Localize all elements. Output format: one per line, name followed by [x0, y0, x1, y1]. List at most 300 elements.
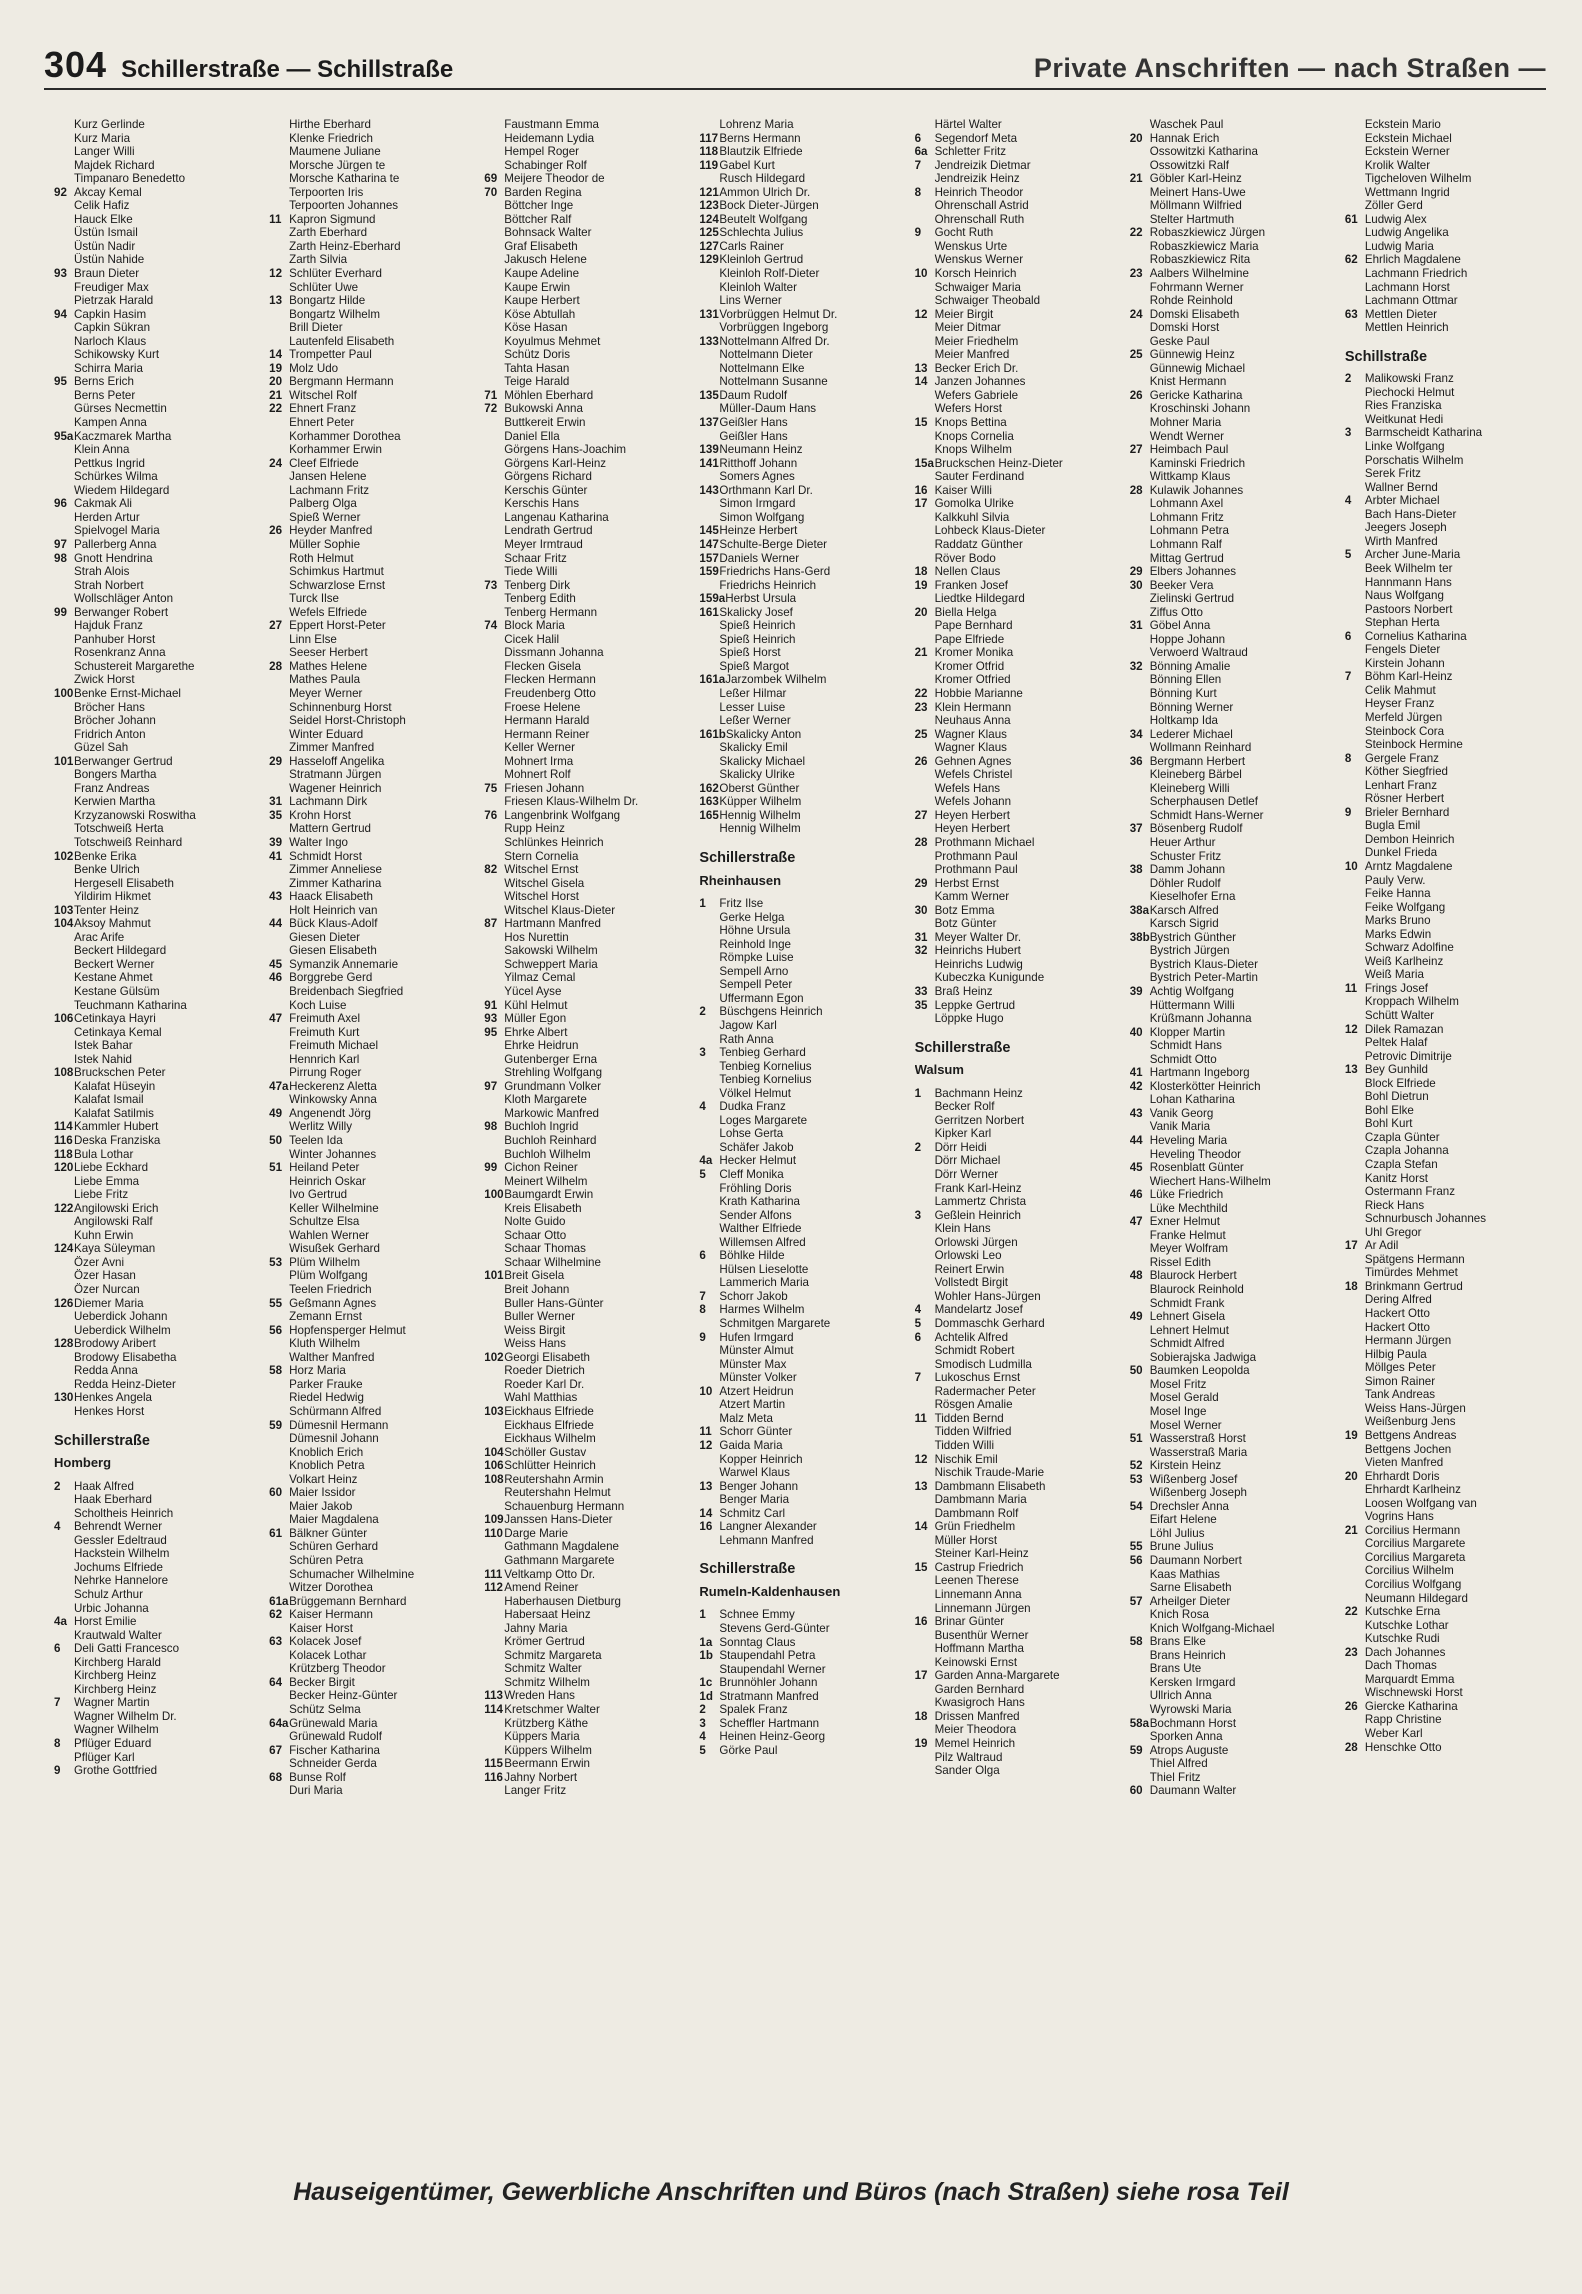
resident-name: Ehrke Heidrun — [504, 1039, 579, 1053]
directory-entry — [269, 1039, 470, 1053]
directory-entry — [1130, 1256, 1331, 1270]
directory-entry — [915, 1195, 1116, 1209]
house-number: 63 — [269, 1635, 283, 1649]
directory-entry — [1345, 308, 1546, 322]
directory-entry — [54, 1696, 255, 1710]
directory-entry — [699, 1507, 900, 1521]
directory-entry — [54, 565, 255, 579]
directory-entry — [484, 335, 685, 349]
directory-entry — [699, 768, 900, 782]
directory-entry — [1130, 1500, 1331, 1514]
house-number: 53 — [269, 1255, 283, 1269]
resident-name: Corcilius Margareta — [1364, 1550, 1466, 1564]
resident-name: Nolte Guido — [504, 1215, 566, 1229]
resident-name: Lohan Katharina — [1149, 1093, 1235, 1107]
directory-entry — [699, 538, 900, 552]
resident-name: Liebe Emma — [74, 1174, 140, 1188]
resident-name: Bröcher Johann — [74, 714, 156, 728]
house-number: 117 — [699, 131, 719, 145]
directory-entry — [484, 470, 685, 484]
directory-entry — [484, 1120, 685, 1134]
resident-name: Teige Harald — [504, 375, 570, 389]
resident-name: Nehrke Hannelore — [74, 1574, 169, 1588]
directory-entry — [1345, 765, 1546, 779]
resident-name: Kühl Helmut — [504, 998, 568, 1012]
house-number: 9 — [914, 226, 922, 240]
directory-entry — [54, 1324, 255, 1338]
house-number: 9 — [54, 1764, 61, 1778]
resident-name: Bruckschen Peter — [74, 1066, 166, 1080]
house-number: 147 — [699, 537, 719, 551]
resident-name: Kaupe Erwin — [504, 280, 571, 294]
house-number: 26 — [914, 754, 928, 768]
resident-name: Hergesell Elisabeth — [74, 876, 174, 890]
directory-entry — [699, 1222, 900, 1236]
directory-entry — [699, 714, 900, 728]
directory-entry — [915, 755, 1116, 769]
resident-name: Pilz Waltraud — [934, 1750, 1003, 1764]
directory-entry — [1345, 670, 1546, 684]
directory-entry — [1345, 1727, 1546, 1741]
resident-name: Schmidt Otto — [1149, 1052, 1217, 1066]
house-number: 50 — [1129, 1364, 1143, 1378]
resident-name: Ossowitzki Katharina — [1149, 145, 1258, 159]
resident-name: Brinar Günter — [934, 1615, 1005, 1629]
resident-name: Becker Erich Dr. — [934, 361, 1019, 375]
resident-name: Krömer Gertrud — [504, 1635, 585, 1649]
street-heading: Schillerstraße — [914, 1039, 1011, 1056]
house-number: 11 — [1344, 981, 1358, 995]
resident-name: Zwick Horst — [74, 673, 135, 687]
resident-name: Sander Olga — [934, 1764, 1000, 1778]
resident-name: Drechsler Anna — [1149, 1499, 1229, 1513]
resident-name: Morsche Katharina te — [289, 172, 400, 186]
resident-name: Schlüter Everhard — [289, 267, 382, 281]
directory-entry — [269, 1202, 470, 1216]
resident-name: Peltek Halaf — [1364, 1036, 1428, 1050]
resident-name: Koch Luise — [289, 998, 347, 1012]
directory-entry — [54, 1026, 255, 1040]
resident-name: Ehnert Franz — [289, 402, 357, 416]
resident-name: Schabinger Rolf — [504, 158, 587, 172]
resident-name: Dambmann Elisabeth — [934, 1479, 1046, 1493]
resident-name: Robaszkiewicz Maria — [1149, 239, 1259, 253]
resident-name: Lohmann Ralf — [1149, 537, 1222, 551]
resident-name: Völkel Helmut — [719, 1086, 791, 1100]
resident-name: Spieß Heinrich — [719, 619, 796, 633]
directory-entry — [484, 430, 685, 444]
directory-entry — [915, 1385, 1116, 1399]
resident-name: Dambmann Maria — [934, 1493, 1027, 1507]
resident-name: Brans Heinrich — [1149, 1648, 1226, 1662]
resident-name: Staupendahl Werner — [719, 1662, 826, 1676]
resident-name: Hackstein Wilhelm — [74, 1547, 170, 1561]
directory-entry — [1345, 118, 1546, 132]
resident-name: Cleef Elfriede — [289, 456, 359, 470]
resident-name: Kirchberg Heinz — [74, 1682, 157, 1696]
directory-entry — [699, 1154, 900, 1168]
resident-name: Karsch Sigrid — [1149, 917, 1219, 931]
resident-name: Roth Helmut — [289, 551, 354, 565]
directory-entry — [484, 1689, 685, 1703]
resident-name: Löhl Julius — [1149, 1526, 1205, 1540]
resident-name: Achtelik Alfred — [934, 1330, 1009, 1344]
directory-entry — [484, 606, 685, 620]
house-number: 11 — [914, 1411, 927, 1425]
directory-entry — [699, 1114, 900, 1128]
resident-name: Corcilius Hermann — [1364, 1523, 1461, 1537]
resident-name: Zimmer Manfred — [289, 741, 375, 755]
resident-name: Spalek Franz — [719, 1703, 788, 1717]
house-number: 1d — [699, 1689, 713, 1703]
resident-name: Kestane Ahmet — [74, 971, 153, 985]
directory-entry — [1345, 1646, 1546, 1660]
resident-name: Schöller Gustav — [504, 1445, 587, 1459]
directory-entry — [484, 1446, 685, 1460]
directory-entry — [484, 1229, 685, 1243]
directory-entry — [1130, 1134, 1331, 1148]
resident-name: Achtig Wolfgang — [1149, 985, 1234, 998]
house-number: 119 — [699, 158, 719, 172]
directory-entry — [54, 430, 255, 444]
directory-entry — [915, 1303, 1116, 1317]
directory-entry — [54, 606, 255, 620]
house-number: 38 — [1129, 863, 1143, 877]
directory-entry — [54, 1642, 255, 1656]
resident-name: Ar Adil — [1364, 1239, 1399, 1253]
resident-name: Müller Egon — [504, 1012, 567, 1026]
resident-name: Haberhausen Dietburg — [504, 1594, 621, 1608]
resident-name: Wollschläger Anton — [74, 592, 174, 606]
directory-entry — [699, 978, 900, 992]
resident-name: Bey Gunhild — [1364, 1063, 1429, 1077]
resident-name: Möllmann Wilfried — [1149, 199, 1242, 213]
resident-name: Özer Hasan — [74, 1269, 136, 1283]
resident-name: Bröcher Hans — [74, 700, 145, 714]
directory-entry — [699, 951, 900, 965]
directory-entry — [699, 389, 900, 403]
directory-entry — [54, 1351, 255, 1365]
directory-entry — [269, 511, 470, 525]
resident-name: Tidden Wilfried — [934, 1425, 1012, 1439]
house-number: 7 — [1344, 670, 1352, 684]
directory-entry — [1130, 470, 1331, 484]
resident-name: Cicek Halil — [504, 632, 560, 646]
resident-name: Winkowsky Anna — [289, 1093, 377, 1107]
resident-name: Bohl Elke — [1364, 1103, 1414, 1117]
directory-entry — [484, 1188, 685, 1202]
resident-name: Bohnsack Walter — [504, 226, 592, 240]
resident-name: Spieß Heinrich — [719, 632, 796, 646]
directory-entry — [1345, 508, 1546, 522]
directory-entry — [915, 1236, 1116, 1250]
directory-entry — [54, 755, 255, 769]
directory-entry — [54, 375, 255, 389]
directory-entry — [484, 931, 685, 945]
resident-name: Trompetter Paul — [289, 348, 372, 362]
directory-entry — [484, 1026, 685, 1040]
directory-entry — [269, 1459, 470, 1473]
resident-name: Holt Heinrich van — [289, 903, 378, 917]
resident-name: Giesen Dieter — [289, 930, 361, 944]
directory-entry — [699, 1412, 900, 1426]
directory-entry — [54, 172, 255, 186]
resident-name: Härtel Walter — [934, 118, 1002, 131]
directory-entry — [915, 199, 1116, 213]
resident-name: Sarne Elisabeth — [1149, 1581, 1232, 1595]
directory-entry — [1130, 1622, 1331, 1636]
column-1 — [54, 118, 255, 2158]
directory-entry — [1345, 752, 1546, 766]
directory-entry — [269, 822, 470, 836]
resident-name: Göbel Anna — [1149, 619, 1211, 633]
house-number: 10 — [1344, 859, 1358, 873]
directory-entry — [269, 348, 470, 362]
directory-entry — [1345, 576, 1546, 590]
resident-name: Dering Alfred — [1364, 1293, 1432, 1307]
house-number: 45 — [1129, 1161, 1143, 1175]
resident-name: Ullrich Anna — [1149, 1689, 1212, 1703]
resident-name: Römpke Luise — [719, 951, 794, 965]
resident-name: Geißler Hans — [719, 416, 788, 430]
directory-entry — [1130, 118, 1331, 132]
directory-entry — [1130, 1175, 1331, 1189]
resident-name: Amend Reiner — [504, 1581, 579, 1595]
house-number: 6 — [1344, 629, 1352, 643]
directory-entry — [1345, 240, 1546, 254]
resident-name: Daumann Norbert — [1149, 1553, 1242, 1567]
resident-name: Meinert Wilhelm — [504, 1174, 588, 1188]
directory-entry — [699, 1703, 900, 1717]
house-number: 17 — [1344, 1239, 1358, 1253]
directory-entry — [699, 321, 900, 335]
resident-name: Schütz Doris — [504, 348, 570, 362]
directory-entry — [269, 1297, 470, 1311]
directory-entry — [699, 646, 900, 660]
directory-entry — [269, 985, 470, 999]
resident-name: Wiedem Hildegard — [74, 483, 170, 497]
resident-name: Küppers Wilhelm — [504, 1743, 592, 1757]
directory-entry — [484, 1283, 685, 1297]
directory-entry — [269, 335, 470, 349]
directory-entry — [269, 714, 470, 728]
resident-name: Vollstedt Birgit — [934, 1276, 1009, 1290]
directory-entry — [54, 619, 255, 633]
resident-name: Lohbeck Klaus-Dieter — [934, 524, 1046, 538]
directory-entry — [1130, 701, 1331, 715]
directory-entry — [1345, 1456, 1546, 1470]
directory-entry — [1345, 1144, 1546, 1158]
house-number: 57 — [1129, 1594, 1143, 1608]
directory-entry — [484, 1527, 685, 1541]
directory-entry — [1130, 1540, 1331, 1554]
directory-entry — [915, 1642, 1116, 1656]
directory-entry — [484, 321, 685, 335]
resident-name: Cetinkaya Hayri — [74, 1012, 156, 1026]
directory-entry — [1130, 1012, 1331, 1026]
directory-entry — [54, 1256, 255, 1270]
resident-name: Mosel Fritz — [1149, 1377, 1207, 1391]
resident-name: Ohrenschall Astrid — [934, 199, 1029, 213]
directory-entry — [1345, 1307, 1546, 1321]
directory-entry — [269, 1581, 470, 1595]
directory-entry — [915, 1371, 1116, 1385]
resident-name: Pape Bernhard — [934, 619, 1013, 633]
resident-name: Kleineberg Bärbel — [1149, 768, 1242, 782]
resident-name: Langenbrink Wolfgang — [504, 808, 621, 822]
resident-name: Teuchmann Katharina — [74, 998, 187, 1012]
directory-entry — [1345, 521, 1546, 535]
resident-name: Bochmann Horst — [1149, 1716, 1237, 1730]
directory-entry — [699, 1663, 900, 1677]
house-number: 95 — [484, 1025, 498, 1039]
directory-entry — [54, 863, 255, 877]
directory-entry — [54, 1629, 255, 1643]
resident-name: Ammon Ulrich Dr. — [719, 185, 811, 199]
directory-entry — [269, 213, 470, 227]
house-number: 108 — [484, 1472, 504, 1486]
directory-entry — [1345, 684, 1546, 698]
house-number: 16 — [699, 1520, 713, 1534]
resident-name: Schmitgen Margarete — [719, 1317, 831, 1331]
directory-entry — [1130, 172, 1331, 186]
directory-entry — [1345, 643, 1546, 657]
resident-name: Hajduk Franz — [74, 619, 143, 633]
directory-entry — [1130, 1757, 1331, 1771]
resident-name: Heinrichs Hubert — [934, 944, 1021, 958]
resident-name: Grün Friedhelm — [934, 1520, 1016, 1534]
house-number: 100 — [484, 1188, 504, 1202]
resident-name: Schlüter Uwe — [289, 280, 359, 294]
resident-name: Heckerenz Aletta — [289, 1079, 377, 1093]
resident-name: Heinrichs Ludwig — [934, 957, 1023, 971]
directory-entry — [484, 741, 685, 755]
directory-entry — [699, 511, 900, 525]
resident-name: Janssen Hans-Dieter — [504, 1513, 613, 1527]
directory-entry — [484, 1595, 685, 1609]
directory-entry — [1130, 863, 1331, 877]
directory-entry — [484, 172, 685, 186]
house-number: 28 — [914, 835, 928, 849]
directory-entry — [915, 1669, 1116, 1683]
house-number: 124 — [699, 212, 719, 226]
resident-name: Angenendt Jörg — [289, 1106, 372, 1120]
resident-name: Ehrhardt Doris — [1364, 1469, 1440, 1483]
house-number: 92 — [54, 185, 67, 199]
house-number: 94 — [54, 307, 67, 321]
resident-name: Hauck Elke — [74, 212, 133, 226]
resident-name: Tenberg Hermann — [504, 605, 598, 619]
resident-name: Baumgardt Erwin — [504, 1188, 594, 1202]
house-number: 162 — [699, 781, 719, 795]
resident-name: Darge Marie — [504, 1526, 569, 1540]
resident-name: Dambmann Rolf — [934, 1506, 1019, 1520]
directory-entry — [1345, 145, 1546, 159]
directory-entry — [1130, 755, 1331, 769]
directory-entry — [1345, 426, 1546, 440]
house-number: 97 — [54, 537, 67, 551]
house-number: 59 — [269, 1418, 283, 1432]
house-number: 1 — [914, 1086, 922, 1100]
directory-entry — [1345, 616, 1546, 630]
directory-entry — [915, 768, 1116, 782]
resident-name: Ueberdick Wilhelm — [74, 1323, 171, 1337]
directory-entry — [699, 1608, 900, 1622]
directory-entry — [269, 1093, 470, 1107]
resident-name: Langner Alexander — [719, 1520, 817, 1534]
directory-entry — [915, 728, 1116, 742]
directory-entry — [54, 253, 255, 267]
resident-name: Leppke Gertrud — [934, 998, 1016, 1012]
directory-entry — [699, 159, 900, 173]
directory-entry — [54, 552, 255, 566]
resident-name: Lachmann Friedrich — [1364, 267, 1468, 281]
resident-name: Sonntag Claus — [719, 1635, 796, 1649]
house-number: 5 — [699, 1168, 706, 1182]
resident-name: Warwel Klaus — [719, 1466, 790, 1480]
resident-name: Witschel Gisela — [504, 876, 585, 890]
resident-name: Franz Andreas — [74, 781, 150, 795]
resident-name: Kerwien Martha — [74, 795, 156, 809]
resident-name: Bongers Martha — [74, 768, 157, 782]
directory-entry — [1130, 389, 1331, 403]
resident-name: Kutschke Rudi — [1364, 1632, 1440, 1646]
resident-name: Bälkner Günter — [289, 1526, 368, 1540]
house-number: 44 — [269, 917, 283, 931]
directory-entry — [269, 768, 470, 782]
directory-entry — [54, 579, 255, 593]
resident-name: Kirstein Heinz — [1149, 1459, 1222, 1473]
directory-entry — [1130, 714, 1331, 728]
resident-name: Freimuth Kurt — [289, 1025, 360, 1039]
directory-entry — [1130, 1635, 1331, 1649]
resident-name: Yilmaz Cemal — [504, 971, 576, 985]
resident-name: Kromer Otfried — [934, 673, 1011, 687]
resident-name: Böttcher Ralf — [504, 212, 572, 226]
column-3 — [484, 118, 685, 2158]
resident-name: Bönning Kurt — [1149, 686, 1217, 700]
resident-name: Naus Wolfgang — [1364, 589, 1444, 603]
directory-entry — [484, 958, 685, 972]
directory-entry — [1130, 1283, 1331, 1297]
house-number: 12 — [1344, 1022, 1358, 1036]
directory-entry — [269, 1229, 470, 1243]
resident-name: Kestane Gülsüm — [74, 985, 160, 998]
directory-entry — [269, 1568, 470, 1582]
directory-entry — [1345, 1226, 1546, 1240]
directory-entry — [915, 606, 1116, 620]
directory-entry — [269, 1635, 470, 1649]
house-number: 2 — [54, 1479, 61, 1493]
directory-entry — [1130, 213, 1331, 227]
resident-name: Heinrich Oskar — [289, 1174, 366, 1188]
directory-entry — [915, 1588, 1116, 1602]
directory-entry — [1345, 1632, 1546, 1646]
directory-entry — [1130, 1595, 1331, 1609]
resident-name: Kloth Margarete — [504, 1093, 587, 1107]
directory-entry — [1345, 1605, 1546, 1619]
resident-name: Neumann Hildegard — [1364, 1591, 1468, 1605]
resident-name: Hecker Helmut — [719, 1154, 797, 1168]
directory-entry — [915, 1737, 1116, 1751]
directory-entry — [915, 1012, 1116, 1026]
directory-entry — [484, 1039, 685, 1053]
directory-entry — [54, 1161, 255, 1175]
resident-name: Symanzik Annemarie — [289, 957, 399, 971]
directory-entry — [54, 389, 255, 403]
directory-entry — [484, 1608, 685, 1622]
resident-name: Kaupe Adeline — [504, 267, 580, 281]
